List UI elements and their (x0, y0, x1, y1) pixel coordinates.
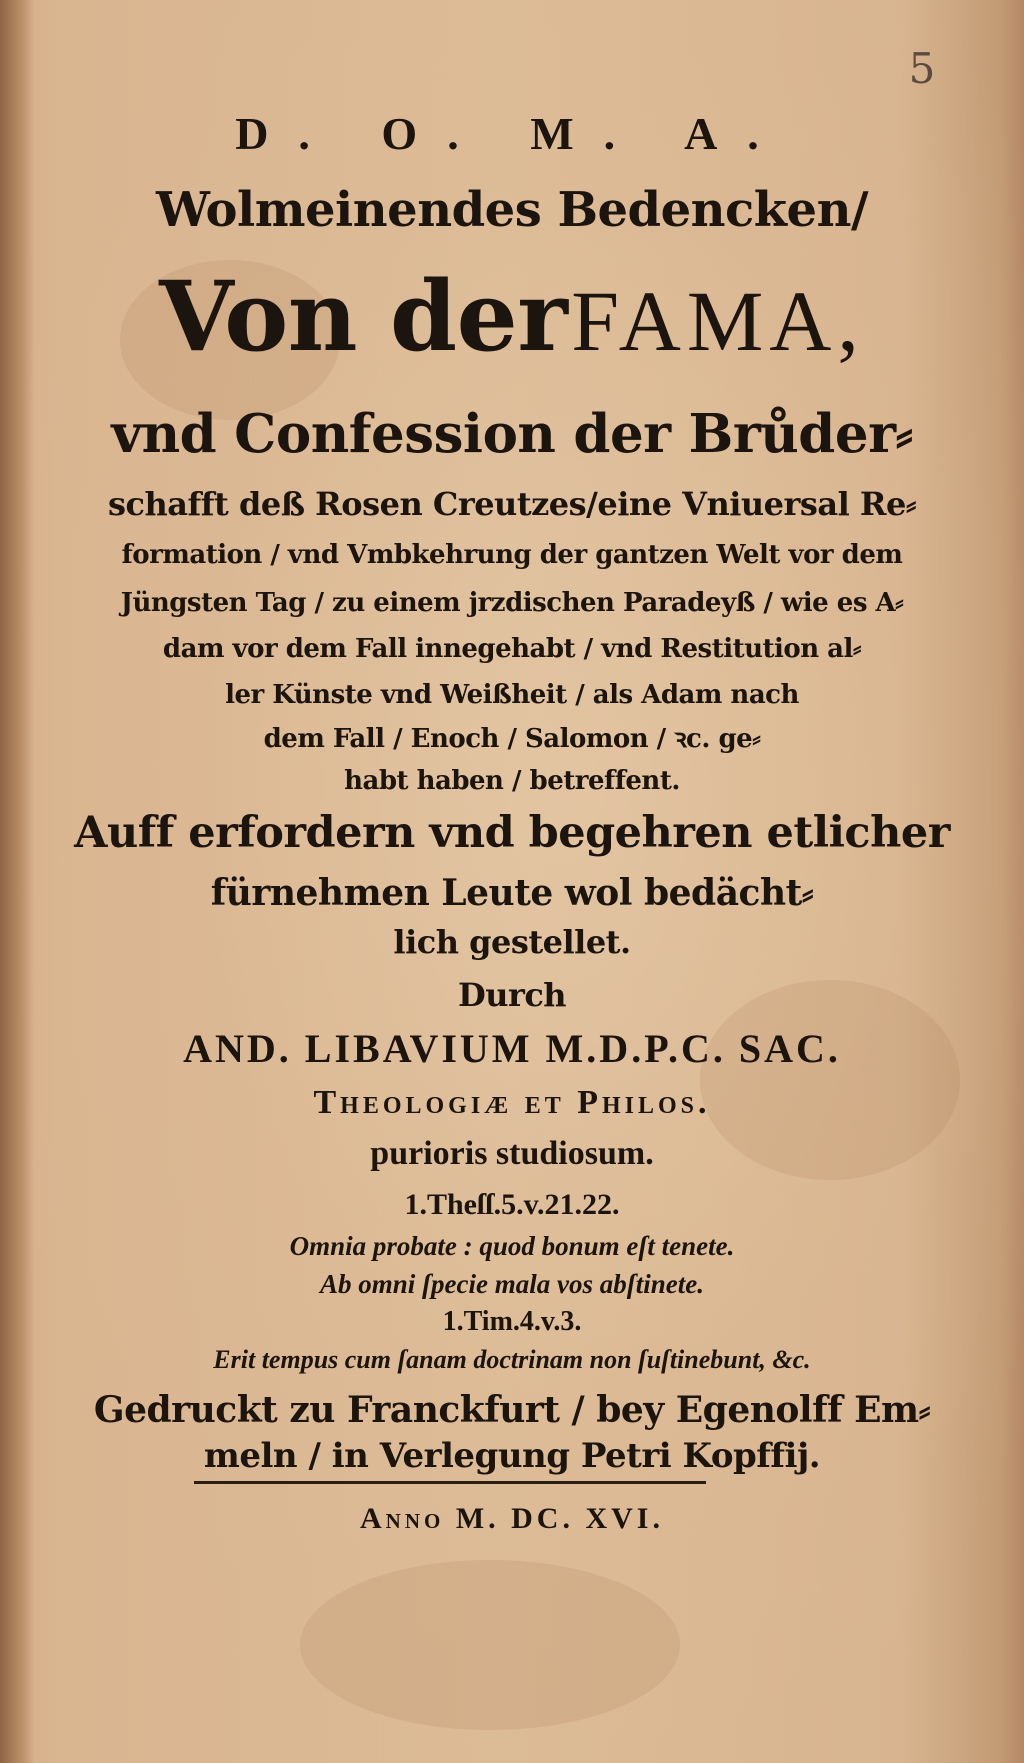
page-gutter-shadow (0, 0, 34, 1763)
heading-doma: D. O. M. A. (235, 108, 789, 159)
author-line: AND. LIBAVIUM M.D.P.C. SAC. (183, 1026, 841, 1071)
request-line: Auff erfordern vnd begehren etlicher (74, 808, 950, 858)
request-line: lich gestellet. (393, 923, 631, 961)
main-title-fama: FAMA, (571, 273, 865, 369)
author-title: Theologiæ et Philos. (313, 1084, 711, 1121)
description-line: ler Künste vnd Weißheit / als Adam nach (225, 680, 799, 710)
latin-quote: Erit tempus cum ſanam doctrinam non ſuſtinebunt, &c. (213, 1345, 811, 1374)
request-line: fürnehmen Leute wol bedächt⸗ (210, 872, 814, 914)
description-line: dem Fall / Enoch / Salomon / ꝛc. ge⸗ (263, 724, 761, 754)
main-title (40, 252, 984, 382)
latin-quote: Omnia probate : quod bonum eſt tenete. (289, 1231, 735, 1261)
imprint-line: meln / in Verlegung Petri Kopffij. (203, 1436, 821, 1476)
by-label: Durch (457, 976, 567, 1014)
main-title-prefix: Von der (159, 260, 568, 373)
paper-stain (300, 1560, 680, 1730)
latin-quote: Ab omni ſpecie mala vos abſtinete. (320, 1269, 704, 1299)
description-line: formation / vnd Vmbkehrung der gantzen Welt vor dem (121, 540, 903, 570)
description-line: Jüngsten Tag / zu einem jrzdischen Paradeyß / wie es A⸗ (120, 588, 904, 618)
description-line: schafft deß Rosen Creutzes/eine Vniuersal Re⸗ (108, 485, 916, 523)
folio-number: 5 (908, 44, 936, 93)
date-line: Anno M. DC. XVI. (360, 1502, 664, 1535)
scripture-reference: 1.Theſſ.5.v.21.22. (404, 1188, 620, 1221)
horizontal-rule (194, 1481, 706, 1484)
description-line: dam vor dem Fall innegehabt / vnd Restitution al⸗ (162, 634, 862, 664)
scripture-reference: 1.Tim.4.v.3. (442, 1306, 582, 1337)
imprint-line: Gedruckt zu Franckfurt / bey Egenolff Em⸗ (93, 1389, 931, 1431)
author-studies: purioris studiosum. (370, 1135, 654, 1172)
description-line: habt haben / betreffent. (344, 766, 680, 796)
title-line-2: vnd Confession der Brůder⸗ (111, 403, 913, 465)
subtitle: Wolmeinendes Bedencken/ (155, 182, 869, 238)
